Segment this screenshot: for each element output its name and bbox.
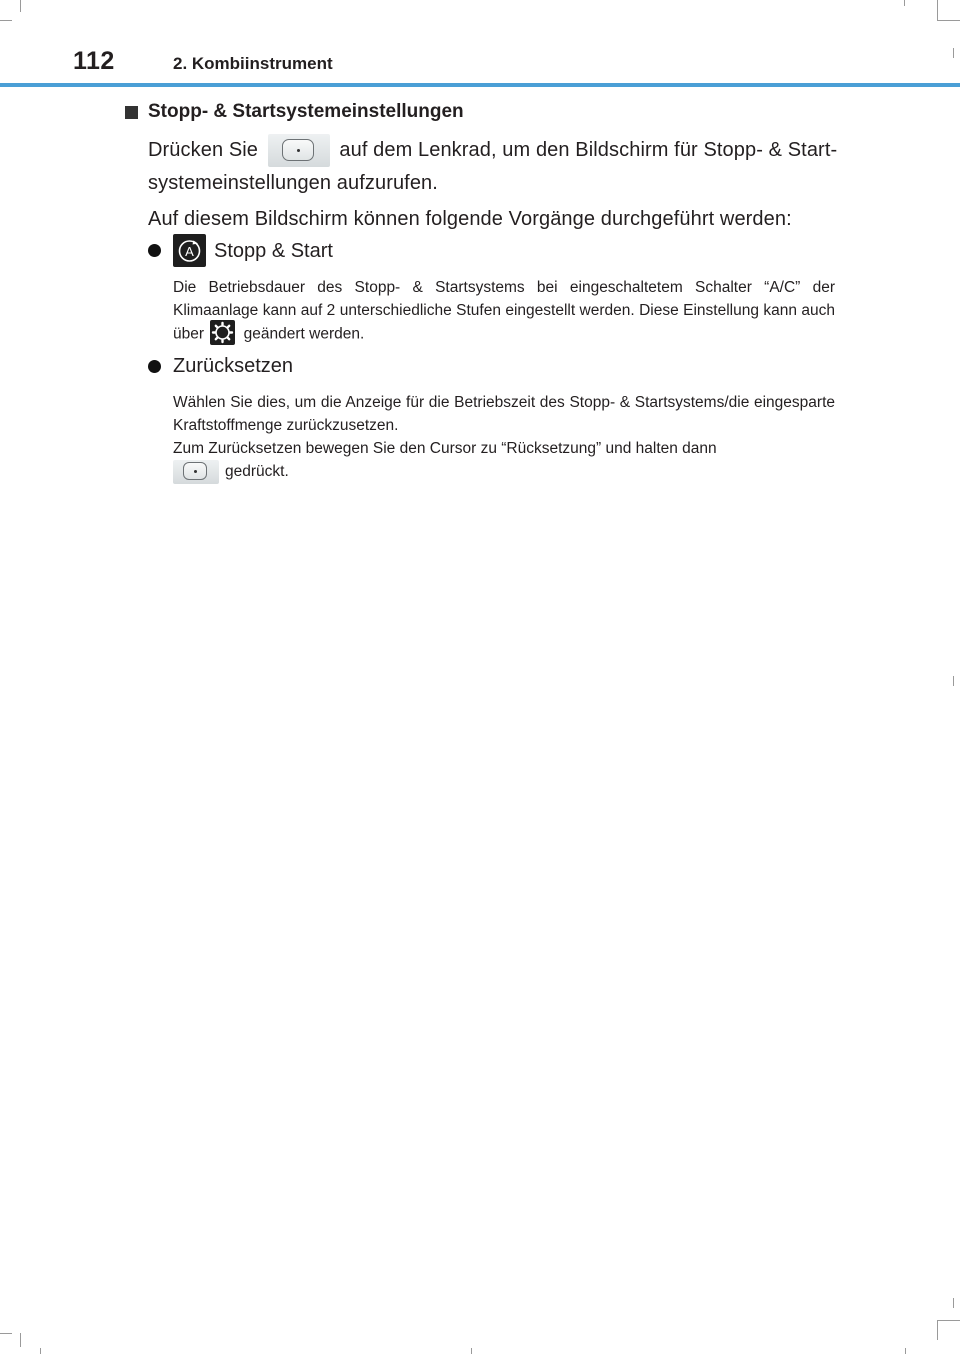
section-heading-text: Stopp- & Startsystemeinstellungen	[148, 101, 464, 122]
stop-start-note	[173, 276, 835, 347]
bullet-stop-start-label: Stopp & Start	[214, 239, 333, 262]
svg-text:A: A	[185, 244, 194, 259]
crop-mark	[904, 0, 905, 6]
crop-mark	[937, 1320, 960, 1321]
intro-paragraph	[148, 134, 838, 199]
stop-start-note-end: geändert werden.	[243, 325, 365, 343]
crop-mark	[953, 676, 954, 686]
section-marker-icon	[125, 106, 138, 119]
crop-mark	[937, 20, 960, 21]
crop-mark	[40, 1348, 41, 1354]
reset-note-line2: Zum Zurücksetzen bewegen Sie den Cursor zu “Rücksetzung” und halten dann	[173, 440, 717, 457]
button-dot	[297, 149, 300, 152]
section-heading	[125, 98, 464, 126]
page-number: 112	[73, 47, 115, 75]
bullet-reset	[148, 350, 293, 382]
stop-start-icon	[173, 234, 206, 267]
bullet-icon	[148, 244, 161, 257]
crop-mark	[20, 1333, 21, 1347]
chapter-title: 2. Kombiinstrument	[173, 54, 333, 73]
crop-mark	[0, 1333, 12, 1334]
reset-note	[173, 391, 835, 484]
button-dot	[194, 470, 197, 473]
steering-wheel-enter-button-icon	[173, 460, 219, 484]
crop-mark	[0, 20, 12, 21]
gear-icon	[210, 320, 235, 345]
stop-start-note-text: Die Betriebsdauer des Stopp- & Startsystems bei eingeschaltetem Schalter “A/C” der Klimaanlage kann auf 2 unterschiedliche Stufen eingestellt werden. Diese Einstellung kann auch über	[173, 279, 835, 343]
reset-note-end: gedrückt.	[225, 463, 289, 481]
crop-mark	[20, 0, 21, 12]
operations-paragraph: Auf diesem Bildschirm können folgende Vorgänge durchgeführt werden:	[148, 208, 792, 230]
crop-mark	[937, 0, 938, 20]
intro-text-before: Drücken Sie	[148, 139, 259, 161]
bullet-stop-start	[148, 234, 333, 267]
reset-note-line1: Wählen Sie dies, um die Anzeige für die Betriebszeit des Stopp- & Startsystems/die eingesparte Kraftstoffmenge zurückzusetzen.	[173, 394, 835, 434]
bullet-icon	[148, 360, 161, 373]
crop-mark	[953, 48, 954, 58]
crop-mark	[471, 1348, 472, 1354]
steering-wheel-enter-button-icon	[268, 134, 330, 167]
reset-note-line3	[173, 460, 835, 484]
bullet-reset-label: Zurücksetzen	[173, 355, 294, 377]
crop-mark	[953, 1298, 954, 1308]
intro-text-after: auf dem Lenkrad, um den Bildschirm für Stopp- & Start-systemeinstellungen aufzurufen.	[148, 139, 838, 195]
header-rule	[0, 83, 960, 87]
crop-mark	[937, 1320, 938, 1340]
crop-mark	[905, 1348, 906, 1354]
